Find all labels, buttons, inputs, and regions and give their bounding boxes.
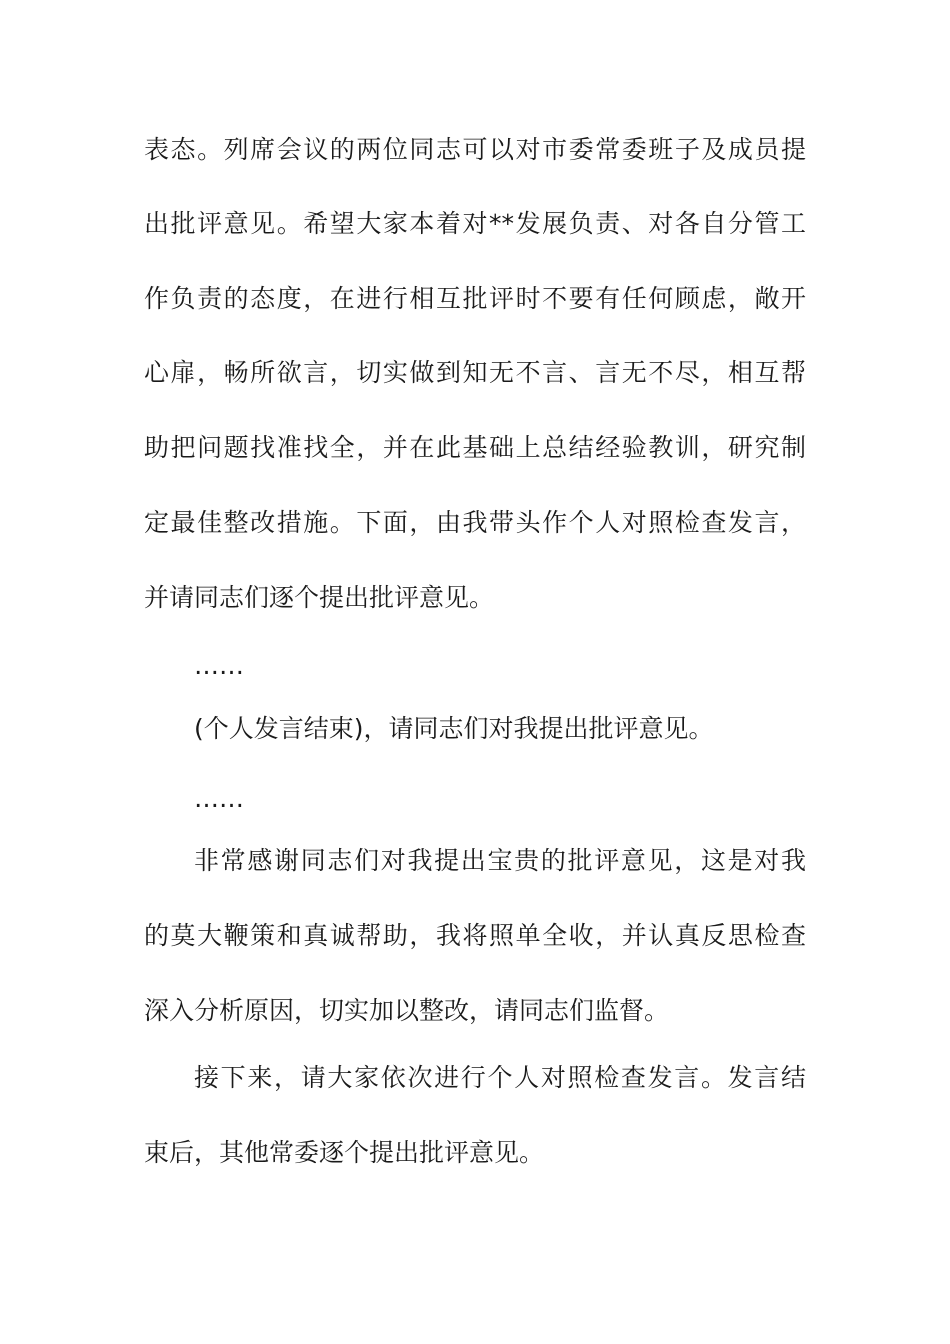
body-text-line: 接下来，请大家依次进行个人对照检查发言。发言结 bbox=[194, 1063, 806, 1092]
body-text-line: 表态。列席会议的两位同志可以对市委常委班子及成员提 bbox=[144, 135, 806, 164]
body-text-line: 并请同志们逐个提出批评意见。 bbox=[144, 583, 495, 612]
body-text-line: 束后，其他常委逐个提出批评意见。 bbox=[144, 1138, 545, 1167]
body-text-line: 深入分析原因，切实加以整改，请同志们监督。 bbox=[144, 996, 670, 1025]
body-text-line: 非常感谢同志们对我提出宝贵的批评意见，这是对我 bbox=[194, 846, 806, 875]
ellipsis-line: …… bbox=[194, 651, 244, 680]
ellipsis-line: …… bbox=[194, 784, 244, 813]
body-text-line: 心扉，畅所欲言，切实做到知无不言、言无不尽，相互帮 bbox=[144, 358, 806, 387]
body-text-line: 助把问题找准找全，并在此基础上总结经验教训，研究制 bbox=[144, 433, 806, 462]
body-text-line: (个人发言结束)，请同志们对我提出批评意见。 bbox=[194, 714, 714, 743]
body-text-line: 定最佳整改措施。下面，由我带头作个人对照检查发言， bbox=[144, 508, 806, 537]
body-text-line: 的莫大鞭策和真诚帮助，我将照单全收，并认真反思检查 bbox=[144, 921, 806, 950]
body-text-line: 作负责的态度，在进行相互批评时不要有任何顾虑，敞开 bbox=[144, 284, 806, 313]
body-text-line: 出批评意见。希望大家本着对**发展负责、对各自分管工 bbox=[144, 209, 806, 238]
